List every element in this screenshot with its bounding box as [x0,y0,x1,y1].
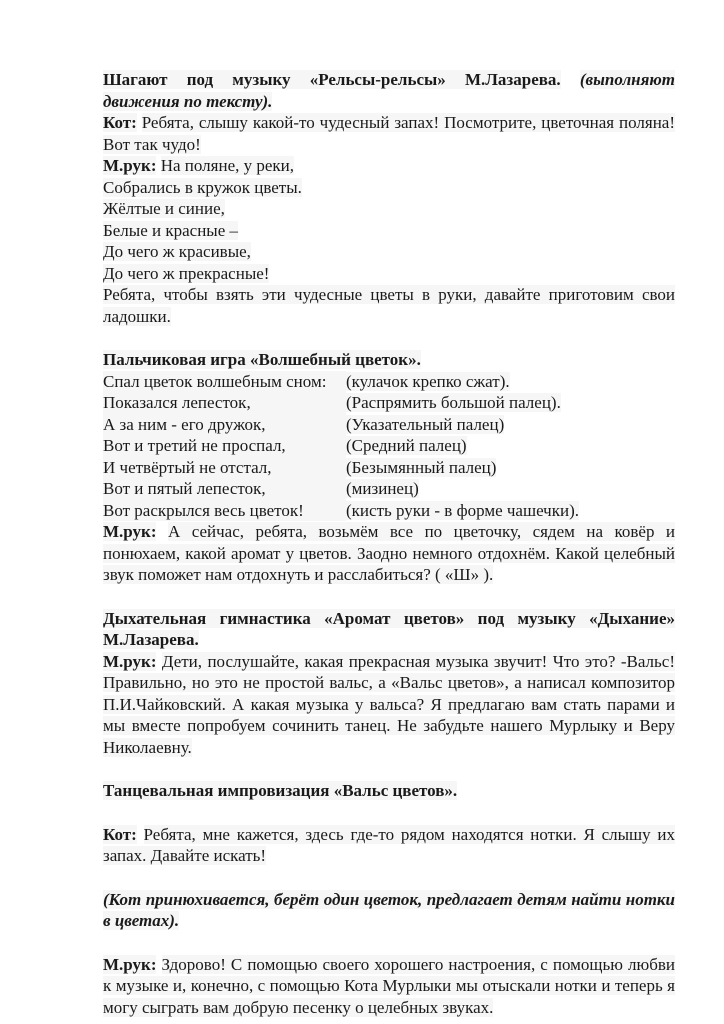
block-line [103,241,675,263]
block-finger [103,414,675,436]
finger-action-text: И четвёртый не отстал, [103,457,346,479]
speech-text: На поляне, у реки, [160,156,295,175]
speech-text: Дети, послушайте, какая прекрасная музыка звучит! Что это? -Вальс! Правильно, но это не простой вальс, а «Вальс цветов», а написал композитор П.И.Чайковский. А какая музыка у вальса? Я предлагаю вам стать парами и мы вместе попробуем сочинить танец. Не забудьте нашего Мурлыку и Веру Николаевну. [103,651,675,757]
finger-action-text: Вот и третий не проспал, [103,435,346,457]
finger-action-text: Показался лепесток, [103,392,346,414]
block-heading [103,780,675,802]
block-speech [103,954,675,1019]
block-finger [103,392,675,414]
block-speech [103,521,675,586]
speaker-label: М.рук: [103,522,157,541]
block-heading_mixed [103,69,675,112]
speech-text: Ребята, мне кажется, здесь где-то рядом находятся нотки. Я слышу их запах. Давайте искать! [103,824,675,865]
finger-note: (Средний палец) [346,436,467,455]
block-finger [103,478,675,500]
poem-line: До чего ж прекрасные! [103,263,270,283]
speaker-label: М.рук: [103,954,157,974]
poem-line: Собрались в кружок цветы. [103,177,302,197]
finger-action-text: Вот раскрылся весь цветок! [103,500,346,522]
finger-note: (Указательный палец) [346,414,505,434]
block-speech [103,112,675,155]
finger-note: (Безымянный палец) [346,457,497,477]
block-speech [103,824,675,867]
poem-line: Ребята, чтобы взять эти чудесные цветы в руки, давайте приготовим свои ладошки. [103,285,675,326]
section-heading: Танцевальная импровизация «Вальс цветов». [103,781,458,800]
finger-note: (Распрямить большой палец). [346,393,561,412]
block-heading [103,349,675,371]
speaker-label: Кот: [103,824,137,844]
stage-direction: (Кот принюхивается, берёт один цветок, предлагает детям найти нотки в цветах). [103,889,675,930]
finger-note: (мизинец) [346,479,419,498]
speech-text: Ребята, слышу какой-то чудесный запах! Посмотрите, цветочная поляна! Вот так чудо! [103,113,675,154]
block-finger [103,457,675,479]
block-line [103,198,675,220]
block-wrapped [103,284,675,327]
finger-note: (кулачок крепко сжат). [346,371,510,391]
block-finger [103,371,675,393]
finger-action-text: Спал цветок волшебным сном: [103,371,346,393]
speech-text: А сейчас, ребята, возьмём все по цветочку, сядем на ковёр и понюхаем, какой аромат у цветов. Заодно немного отдохнём. Какой целебный звук поможет нам отдохнуть и расслабиться? ( «Ш» ). [103,522,676,584]
speaker-label: Кот: [103,113,137,132]
speech-text: Здорово! С помощью своего хорошего настроения, с помощью любви к музыке и, конечно, с помощью Кота Мурлыки мы отыскали нотки и теперь я могу сыграть вам добрую песенку о целебных звуках. [103,954,675,1017]
block-finger [103,435,675,457]
poem-line: До чего ж красивые, [103,242,251,261]
section-heading: Дыхательная гимнастика «Аромат цветов» под музыку «Дыхание» М.Лазарева. [103,608,675,649]
block-line [103,177,675,199]
block-stage [103,889,675,932]
block-speech [103,155,675,177]
block-finger [103,500,675,522]
speaker-label: М.рук: [103,156,157,175]
block-heading [103,608,675,651]
finger-action-text: Вот и пятый лепесток, [103,478,346,500]
block-line [103,220,675,242]
document-body [103,69,675,1018]
poem-line: Жёлтые и синие, [103,199,225,218]
section-heading: Пальчиковая игра «Волшебный цветок». [103,350,421,369]
block-line [103,263,675,285]
section-title: Шагают под музыку «Рельсы-рельсы» М.Лазарева. [103,70,561,89]
finger-note: (кисть руки - в форме чашечки). [346,500,580,520]
poem-line: Белые и красные – [103,220,239,240]
block-speech [103,651,675,759]
section-title-note: (выполняют движения по тексту). [103,70,675,111]
finger-action-text: А за ним - его дружок, [103,414,346,436]
speaker-label: М.рук: [103,651,157,671]
